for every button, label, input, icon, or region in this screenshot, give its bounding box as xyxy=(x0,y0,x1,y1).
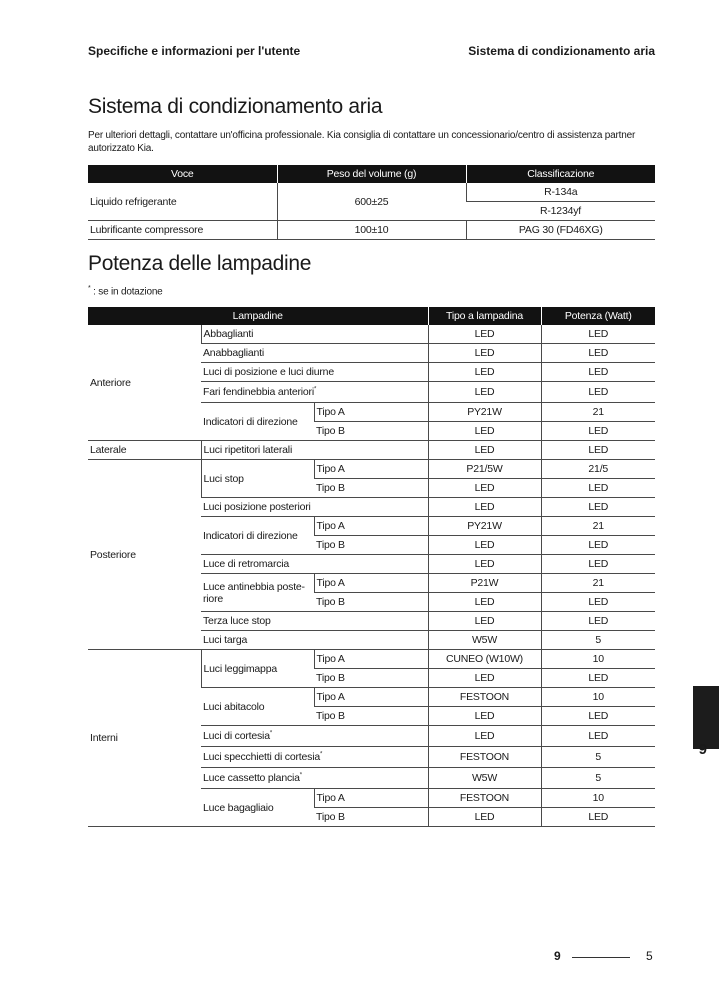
header-chapter-title: Sistema di condizionamento aria xyxy=(468,44,655,58)
lamp-variant: Tipo B xyxy=(314,593,428,612)
lamp-power: 21/5 xyxy=(541,460,655,479)
lamp-type: PY21W xyxy=(428,403,541,422)
lamp-name xyxy=(201,382,428,403)
lamp-power: 5 xyxy=(541,631,655,650)
lamp-type: LED xyxy=(428,325,541,344)
lamp-variant: Tipo A xyxy=(314,403,428,422)
lamp-name: Indicatori di direzione xyxy=(201,403,314,441)
lamp-name xyxy=(201,574,314,612)
lamp-power: 21 xyxy=(541,403,655,422)
table-row xyxy=(88,325,655,344)
lamp-power: 10 xyxy=(541,688,655,707)
lamp-power: 5 xyxy=(541,747,655,768)
lamp-power: LED xyxy=(541,382,655,403)
lamp-type: LED xyxy=(428,441,541,460)
lamp-type: LED xyxy=(428,593,541,612)
cell-lubricant-class: PAG 30 (FD46XG) xyxy=(466,221,655,240)
col-header-type: Tipo a lampadina xyxy=(428,307,541,325)
lamp-power: LED xyxy=(541,808,655,827)
table-header-row xyxy=(88,165,655,183)
lamp-power: LED xyxy=(541,363,655,382)
lamps-table xyxy=(88,307,655,827)
lamp-power: LED xyxy=(541,593,655,612)
table-header-row xyxy=(88,307,655,325)
optional-note xyxy=(88,285,163,297)
lamp-variant: Tipo B xyxy=(314,479,428,498)
footer-chapter: 9 xyxy=(554,949,561,963)
footer-divider xyxy=(572,957,630,958)
lamp-variant: Tipo B xyxy=(314,808,428,827)
lamp-power: LED xyxy=(541,479,655,498)
lamp-type: P21/5W xyxy=(428,460,541,479)
cell-refrigerant: Liquido refrigerante xyxy=(88,183,277,221)
optional-star: * xyxy=(299,772,302,779)
lamp-name: Anabbaglianti xyxy=(201,344,428,363)
lamp-type: LED xyxy=(428,808,541,827)
lamp-name: Luci di posizione e luci diurne xyxy=(201,363,428,382)
lamp-name-text: Luce cassetto plancia xyxy=(203,772,300,784)
lamp-power: LED xyxy=(541,325,655,344)
lamp-name: Abbaglianti xyxy=(201,325,428,344)
lamp-power: LED xyxy=(541,726,655,747)
lamp-name xyxy=(201,726,428,747)
lamp-type: FESTOON xyxy=(428,747,541,768)
lamps-heading: Potenza delle lampadine xyxy=(88,252,312,275)
header-section-title: Specifiche e informazioni per l'utente xyxy=(88,44,301,58)
lamp-power: LED xyxy=(541,498,655,517)
col-header-class: Classificazione xyxy=(466,165,655,183)
lamp-name: Luce bagagliaio xyxy=(201,789,314,827)
cell-lubricant: Lubrificante compressore xyxy=(88,221,277,240)
lamp-power: LED xyxy=(541,707,655,726)
col-header-lamp: Lampadine xyxy=(88,307,428,325)
lamp-type: LED xyxy=(428,707,541,726)
lamp-type: CUNEO (W10W) xyxy=(428,650,541,669)
lamp-power: LED xyxy=(541,612,655,631)
col-header-weight: Peso del volume (g) xyxy=(277,165,466,183)
cell-refrigerant-class-2: R-1234yf xyxy=(466,202,655,221)
table-row xyxy=(88,460,655,479)
col-header-item: Voce xyxy=(88,165,277,183)
lamp-variant: Tipo B xyxy=(314,536,428,555)
lamp-variant: Tipo B xyxy=(314,669,428,688)
optional-star: * xyxy=(269,730,272,737)
lamp-power: LED xyxy=(541,441,655,460)
lamp-name-text: Luci di cortesia xyxy=(203,730,270,742)
group-rear: Posteriore xyxy=(88,460,201,650)
lamp-type: LED xyxy=(428,536,541,555)
cell-refrigerant-class-1: R-134a xyxy=(466,183,655,202)
cell-lubricant-weight: 100±10 xyxy=(277,221,466,240)
lamp-type: LED xyxy=(428,498,541,517)
col-header-power: Potenza (Watt) xyxy=(541,307,655,325)
lamp-name: Luce di retromarcia xyxy=(201,555,428,574)
lamp-name: Luci abitacolo xyxy=(201,688,314,726)
lamp-type: LED xyxy=(428,422,541,441)
lamp-type: FESTOON xyxy=(428,688,541,707)
lamp-variant: Tipo A xyxy=(314,688,428,707)
lamp-type: LED xyxy=(428,382,541,403)
table-row xyxy=(88,650,655,669)
ac-intro-text: Per ulteriori dettagli, contattare un'officina professionale. Kia consiglia di contattare un concessionario/centro di assistenza partner autorizzato Kia. xyxy=(88,130,636,154)
group-side: Laterale xyxy=(88,441,201,460)
lamp-name-line-1: Luce antinebbia poste- xyxy=(203,580,305,593)
lamp-type: W5W xyxy=(428,768,541,789)
optional-star: * xyxy=(319,751,323,758)
lamp-type: P21W xyxy=(428,574,541,593)
lamp-name: Luci targa xyxy=(201,631,428,650)
lamp-power: 10 xyxy=(541,789,655,808)
lamp-name-line-2: riore xyxy=(203,592,224,605)
lamp-name: Luci leggimappa xyxy=(201,650,314,688)
lamp-type: PY21W xyxy=(428,517,541,536)
lamp-name: Indicatori di direzione xyxy=(201,517,314,555)
lamp-type: LED xyxy=(428,363,541,382)
lamp-power: LED xyxy=(541,422,655,441)
lamp-variant: Tipo A xyxy=(314,517,428,536)
lamp-type: LED xyxy=(428,726,541,747)
lamp-name: Luci posizione posteriori xyxy=(201,498,428,517)
footer-page-number: 5 xyxy=(646,949,653,963)
ac-heading: Sistema di condizionamento aria xyxy=(88,95,383,118)
group-interior: Interni xyxy=(88,650,201,827)
lamp-type: W5W xyxy=(428,631,541,650)
chapter-side-tab xyxy=(693,686,719,749)
lamp-variant: Tipo A xyxy=(314,574,428,593)
lamp-name-text: Fari fendinebbia anteriori xyxy=(203,386,314,398)
lamp-power: LED xyxy=(541,669,655,688)
note-text: : se in dotazione xyxy=(90,286,163,298)
optional-star: * xyxy=(313,386,317,393)
lamp-variant: Tipo A xyxy=(314,650,428,669)
lamp-name xyxy=(201,747,428,768)
table-row xyxy=(88,183,655,202)
lamp-type: LED xyxy=(428,344,541,363)
lamp-variant: Tipo B xyxy=(314,707,428,726)
lamp-variant: Tipo A xyxy=(314,460,428,479)
lamp-type: FESTOON xyxy=(428,789,541,808)
note-star: * xyxy=(88,285,91,292)
lamp-name xyxy=(201,768,428,789)
lamp-power: 10 xyxy=(541,650,655,669)
chapter-number: 9 xyxy=(698,741,707,758)
lamp-name: Luci ripetitori laterali xyxy=(201,441,428,460)
table-row xyxy=(88,441,655,460)
lamp-name: Terza luce stop xyxy=(201,612,428,631)
lamp-type: LED xyxy=(428,669,541,688)
lamp-power: 21 xyxy=(541,574,655,593)
lamp-name: Luci stop xyxy=(201,460,314,498)
cell-refrigerant-weight: 600±25 xyxy=(277,183,466,221)
lamp-variant: Tipo B xyxy=(314,422,428,441)
group-front: Anteriore xyxy=(88,325,201,441)
lamp-type: LED xyxy=(428,612,541,631)
lamp-type: LED xyxy=(428,479,541,498)
lamp-power: 5 xyxy=(541,768,655,789)
lamp-power: LED xyxy=(541,555,655,574)
table-row xyxy=(88,221,655,240)
ac-table xyxy=(88,165,655,240)
lamp-power: LED xyxy=(541,344,655,363)
lamp-name-text: Luci specchietti di cortesia xyxy=(203,751,320,763)
lamp-type: LED xyxy=(428,555,541,574)
lamp-variant: Tipo A xyxy=(314,789,428,808)
lamp-power: LED xyxy=(541,536,655,555)
lamp-power: 21 xyxy=(541,517,655,536)
